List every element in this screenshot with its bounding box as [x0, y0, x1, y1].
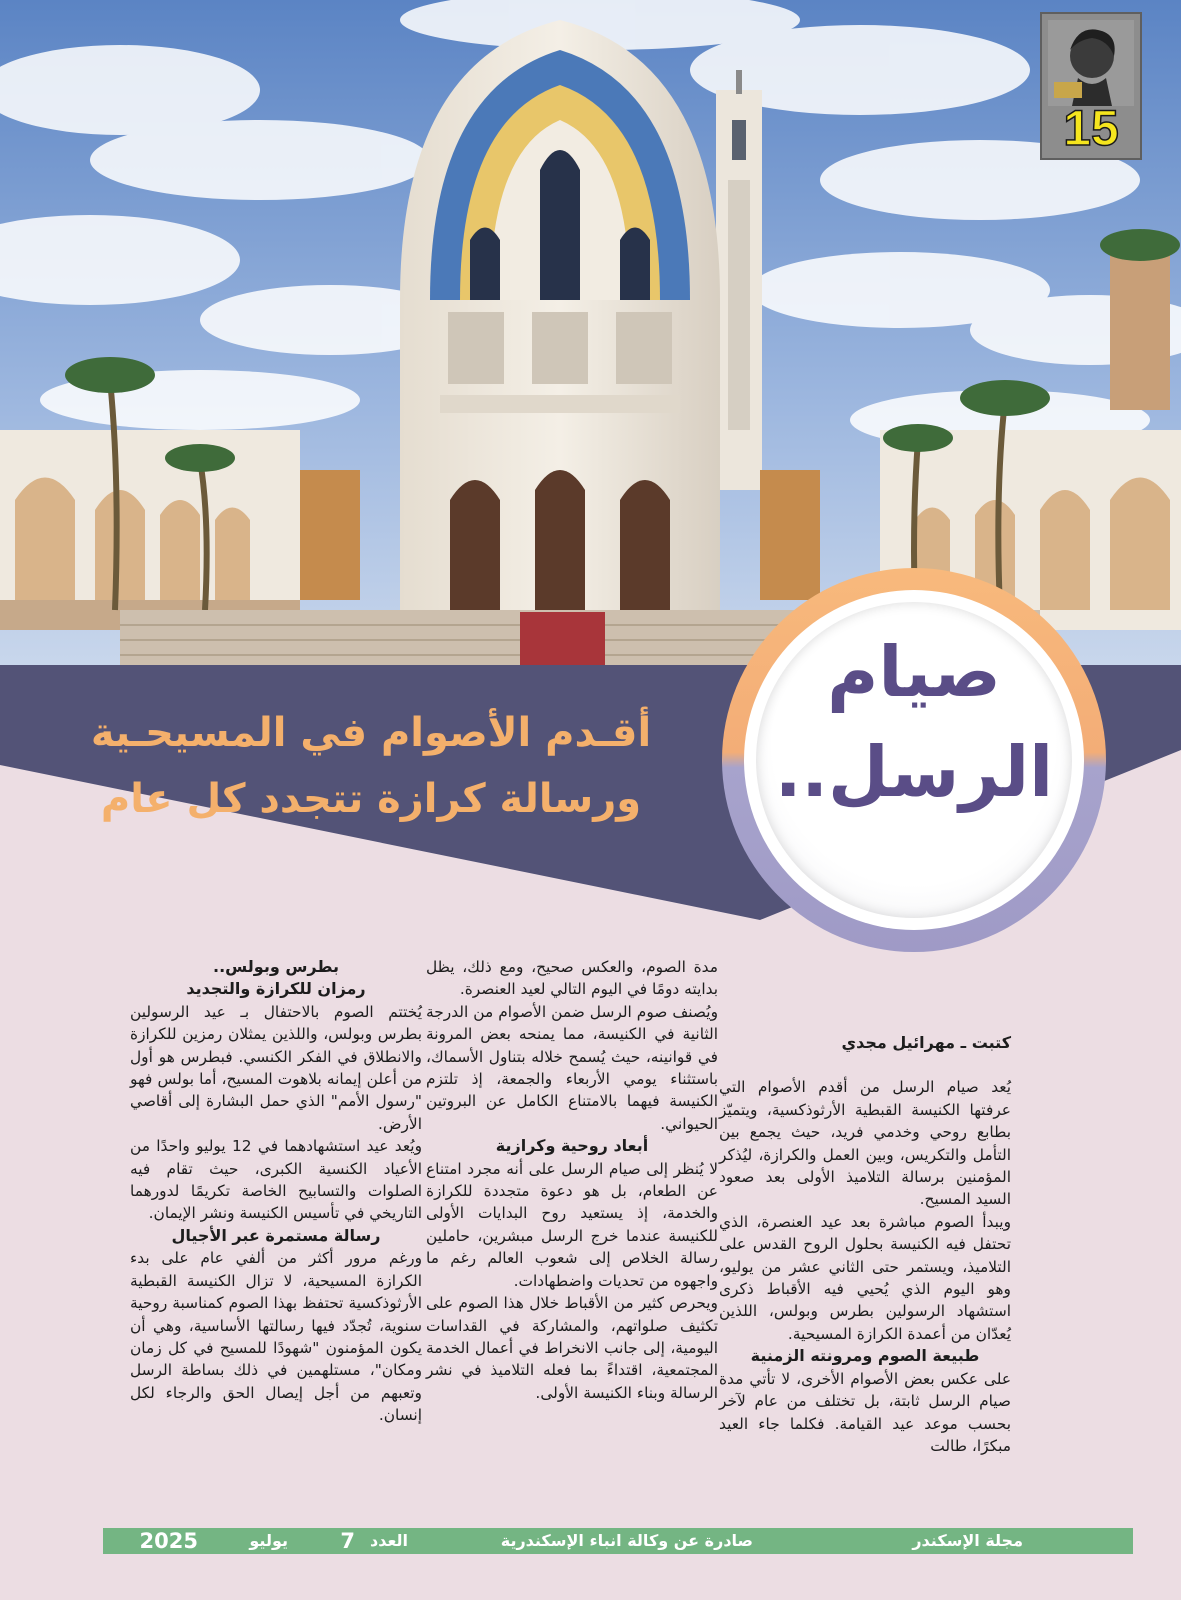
footer-publisher: صادرة عن وكالة انباء الإسكندرية [500, 1531, 753, 1550]
subtitle-line-2: ورسالة كرازة تتجدد كل عام [100, 776, 642, 822]
paragraph: ورغم مرور أكثر من ألفي عام على بدء الكرازة المسيحية، لا تزال الكنيسة القبطية الأرثوذكسية تحتفظ بهذا الصوم كمناسبة روحية سنوية، تُجدّد فيها رسالتها الأساسية، وهي أن يكون المؤمنون "شهودًا للمسيح في كل زمان ومكان"، مستلهمين في ذلك بساطة الرسل وتعبهم من أجل إيصال الحق والرجاء لكل إنسان. [130, 1249, 422, 1425]
paragraph: ويحرص كثير من الأقباط خلال هذا الصوم على تكثيف صلواتهم، والمشاركة في القداسات اليومية، إلى جانب الانخراط في أعمال الخدمة المجتمعية، اقتداءً بما فعله التلاميذ في نشر الرسالة وبناء الكنيسة الأولى. [426, 1294, 718, 1402]
footer-year: 2025 [139, 1529, 198, 1553]
cathedral-illustration [0, 0, 1181, 670]
article-column-1 [719, 1032, 1011, 1457]
hero-photo [0, 0, 1181, 670]
headline [756, 622, 1072, 822]
headline-line-1: صيام [827, 631, 1001, 713]
subtitle [71, 700, 671, 832]
footer-bar [103, 1528, 1133, 1554]
paragraph: مدة الصوم، والعكس صحيح، ومع ذلك، يظل بدايته دومًا في اليوم التالي لعيد العنصرة. [426, 958, 718, 999]
paragraph: على عكس بعض الأصوام الأخرى، لا تأتي مدة صيام الرسل ثابتة، بل تختلف من عام لآخر بحسب موعد عيد القيامة. فكلما جاء العيد مبكرًا، طالت [719, 1369, 1011, 1455]
footer-issue-label: العدد [370, 1531, 408, 1550]
article-column-2 [426, 956, 718, 1404]
alexander-bust-icon [1048, 20, 1134, 106]
paragraph: ويبدأ الصوم مباشرة بعد عيد العنصرة، الذي تحتفل فيه الكنيسة بحلول الروح القدس على التلاميذ، ويستمر حتى الثاني عشر من يوليو، وهو اليوم الذي يُحيي فيه الأقباط ذكرى استشهاد الرسولين بطرس وبولس، اللذين يُعدّان من أعمدة الكرازة المسيحية. [719, 1212, 1011, 1343]
paragraph: ويُصنف صوم الرسل ضمن الأصوام من الدرجة الثانية في الكنيسة، مما يمنحه بعض المرونة في قوانينه، حيث يُسمح خلاله بتناول الأسماك، باستثناء يومي الأربعاء والجمعة، إذ تلتزم الكنيسة فيهما بالامتناع الكامل عن البروتين الحيواني. [426, 1002, 718, 1133]
paragraph: يُعد صيام الرسل من أقدم الأصوام التي عرفتها الكنيسة القبطية الأرثوذكسية، ويتميّز بطابع روحي وخدمي فريد، حيث يجمع بين التأمل والتكريس، وبين العمل والكرازة، ليُذكر المؤمنين برسالة التلاميذ الأولى بعد صعود السيد المسيح. [719, 1078, 1011, 1209]
page-number: 15 [1063, 100, 1119, 156]
section-heading: رمزان للكرازة والتجديد [186, 979, 366, 999]
headline-line-2: الرسل.. [774, 731, 1054, 813]
paragraph: ويُعد عيد استشهادهما في 12 يوليو واحدًا من الأعياد الكنسية الكبرى، حيث تقام فيه الصلوات والتسابيح الخاصة تكريمًا لدورهما التاريخي في تأسيس الكنيسة ونشر الإيمان. [130, 1137, 423, 1223]
subtitle-line-1: أقـدم الأصوام في المسيحـية [90, 710, 652, 756]
footer-issue-number: 7 [340, 1529, 355, 1553]
paragraph: يُختتم الصوم بالاحتفال بـ عيد الرسولين بطرس وبولس، واللذين يمثلان رمزين للكرازة والانطلاق في الفكر الكنسي. فبطرس هو أول من أعلن إيمانه بلاهوت المسيح، أما بولس فهو "رسول الأمم" الذي حمل البشارة إلى أقاصي الأرض. [130, 1002, 422, 1133]
section-heading: أبعاد روحية وكرازية [495, 1136, 649, 1156]
page-number-badge [1040, 12, 1142, 160]
author-byline: كتبت ـ مهرائيل مجدي [841, 1033, 1011, 1052]
section-heading: رسالة مستمرة عبر الأجيال [171, 1225, 381, 1245]
section-heading: طبيعة الصوم ومرونته الزمنية [750, 1346, 980, 1366]
footer-month: يوليو [249, 1531, 288, 1550]
section-heading: بطرس وبولس.. [213, 957, 339, 976]
article-column-3 [130, 956, 422, 1427]
footer-magazine: مجلة الإسكندر [912, 1531, 1023, 1550]
paragraph: لا يُنظر إلى صيام الرسل على أنه مجرد امتناع عن الطعام، بل هو دعوة متجددة للكرازة والخدمة، إذ يستعيد روح البدايات الأولى للكنيسة عندما خرج الرسل مبشرين، حاملين رسالة الخلاص إلى شعوب العالم رغم ما واجهوه من تحديات واضطهادات. [426, 1159, 718, 1290]
